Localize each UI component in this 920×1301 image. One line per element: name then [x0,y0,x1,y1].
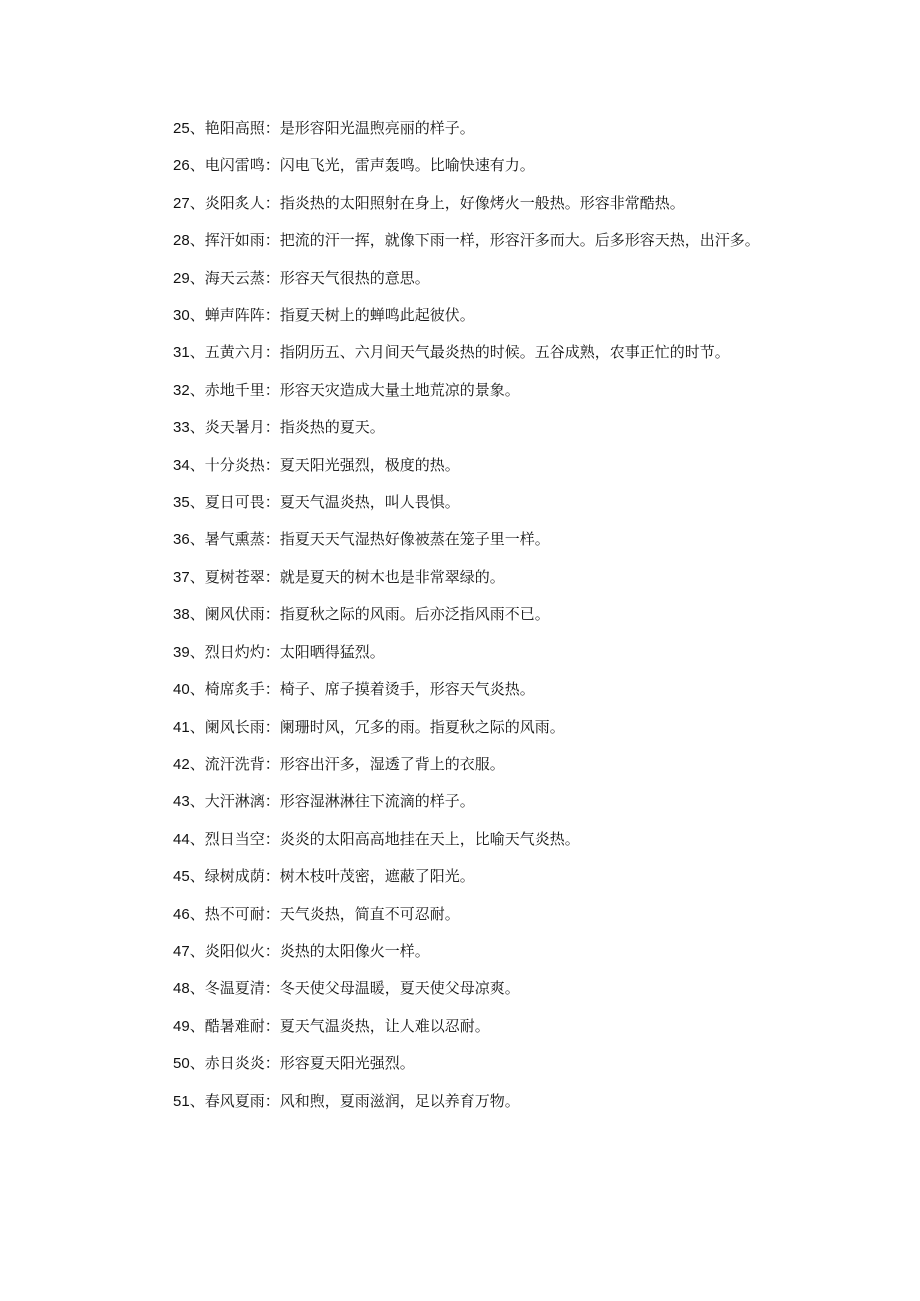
item-number: 32 [173,381,190,399]
item-number: 36 [173,531,190,549]
list-item [138,260,788,297]
item-separator: 、 [189,1091,205,1110]
list-item [138,222,788,259]
list-item [138,821,788,858]
item-separator: 、 [189,717,205,736]
item-number: 34 [173,456,190,474]
item-text: 五黄六月：指阴历五、六月间天气最炎热的时候。五谷成熟，农事正忙的时节。 [204,343,730,362]
list-item [138,484,788,521]
list-item [138,1045,788,1082]
list-item [138,783,788,820]
item-text: 夏树苍翠：就是夏天的树木也是非常翠绿的。 [204,567,505,586]
list-item [138,185,788,222]
list-item [138,1008,788,1045]
item-separator: 、 [189,567,205,586]
item-number: 49 [173,1017,190,1035]
item-text: 酷暑难耐：夏天气温炎热，让人难以忍耐。 [204,1016,490,1035]
item-number: 33 [173,419,190,437]
list-item [138,110,788,147]
item-number: 29 [173,269,190,287]
item-text: 蝉声阵阵：指夏天树上的蝉鸣此起彼伏。 [204,306,475,325]
item-text: 十分炎热：夏天阳光强烈，极度的热。 [204,455,460,474]
item-number: 31 [173,344,190,362]
item-text: 热不可耐：天气炎热，简直不可忍耐。 [204,904,460,923]
list-item [138,409,788,446]
list-item [138,559,788,596]
list-item [138,521,788,558]
item-separator: 、 [189,455,205,474]
item-separator: 、 [189,231,205,250]
item-separator: 、 [189,1054,205,1073]
item-text: 炎阳炙人：指炎热的太阳照射在身上，好像烤火一般热。形容非常酷热。 [204,193,685,212]
item-text: 挥汗如雨：把流的汗一挥，就像下雨一样，形容汗多而大。后多形容天热，出汗多。 [204,231,760,250]
item-text: 烈日当空：炎炎的太阳高高地挂在天上，比喻天气炎热。 [204,829,580,848]
item-separator: 、 [189,979,205,998]
list-item [138,596,788,633]
item-separator: 、 [189,418,205,437]
item-number: 30 [173,307,190,325]
list-item [138,858,788,895]
item-number: 40 [173,681,190,699]
item-text: 冬温夏清：冬天使父母温暖，夏天使父母凉爽。 [204,979,520,998]
item-number: 48 [173,980,190,998]
list-item [138,334,788,371]
item-separator: 、 [189,493,205,512]
idiom-list [138,110,788,1120]
list-item [138,709,788,746]
item-number: 25 [173,120,190,137]
item-separator: 、 [189,306,205,325]
item-text: 暑气熏蒸：指夏天天气湿热好像被蒸在笼子里一样。 [204,530,550,549]
item-separator: 、 [189,343,205,362]
item-separator: 、 [189,193,205,212]
list-item [138,896,788,933]
item-number: 41 [173,718,190,736]
item-number: 46 [173,905,190,923]
item-text: 炎天暑月：指炎热的夏天。 [204,418,385,437]
item-text: 赤日炎炎：形容夏天阳光强烈。 [204,1054,415,1073]
item-text: 电闪雷鸣：闪电飞光，雷声轰鸣。比喻快速有力。 [204,156,535,175]
item-separator: 、 [189,268,205,287]
item-separator: 、 [189,156,205,175]
item-text: 大汗淋漓：形容湿淋淋往下流滴的样子。 [204,792,475,811]
item-text: 绿树成荫：树木枝叶茂密，遮蔽了阳光。 [204,867,475,886]
list-item [138,746,788,783]
item-number: 43 [173,793,190,811]
item-separator: 、 [189,829,205,848]
list-item [138,933,788,970]
item-separator: 、 [189,380,205,399]
item-separator: 、 [189,642,205,661]
item-text: 流汗洗背：形容出汗多，湿透了背上的衣服。 [204,754,505,773]
list-item [138,447,788,484]
item-number: 47 [173,942,190,960]
item-separator: 、 [189,754,205,773]
item-separator: 、 [189,941,205,960]
list-item [138,147,788,184]
list-item [138,1083,788,1120]
item-number: 42 [173,755,190,773]
item-separator: 、 [189,904,205,923]
item-text: 赤地千里：形容天灾造成大量土地荒凉的景象。 [204,380,520,399]
list-item [138,297,788,334]
item-number: 35 [173,494,190,512]
item-separator: 、 [189,530,205,549]
item-separator: 、 [189,1016,205,1035]
item-number: 45 [173,868,190,886]
item-number: 51 [173,1092,190,1110]
item-number: 44 [173,830,190,848]
item-separator: 、 [189,680,205,699]
item-separator: 、 [189,867,205,886]
item-text: 春风夏雨：风和煦，夏雨滋润，足以养育万物。 [204,1091,520,1110]
list-item [138,372,788,409]
item-separator: 、 [189,605,205,624]
item-number: 26 [173,157,190,175]
item-number: 27 [173,194,190,212]
item-number: 39 [173,643,190,661]
item-number: 37 [173,568,190,586]
item-number: 28 [173,232,190,250]
item-text: 夏日可畏：夏天气温炎热，叫人畏惧。 [204,493,460,512]
item-separator: 、 [189,119,205,137]
item-separator: 、 [189,792,205,811]
item-text: 阑风长雨：阑珊时风，冗多的雨。指夏秋之际的风雨。 [204,717,565,736]
item-text: 烈日灼灼：太阳晒得猛烈。 [204,642,385,661]
list-item [138,970,788,1007]
item-text: 艳阳高照：是形容阳光温煦亮丽的样子。 [204,119,475,137]
list-item [138,634,788,671]
item-text: 海天云蒸：形容天气很热的意思。 [204,268,430,287]
item-number: 38 [173,606,190,624]
item-number: 50 [173,1055,190,1073]
list-item [138,671,788,708]
item-text: 炎阳似火：炎热的太阳像火一样。 [204,941,430,960]
item-text: 椅席炙手：椅子、席子摸着烫手，形容天气炎热。 [204,680,535,699]
item-text: 阑风伏雨：指夏秋之际的风雨。后亦泛指风雨不已。 [204,605,550,624]
